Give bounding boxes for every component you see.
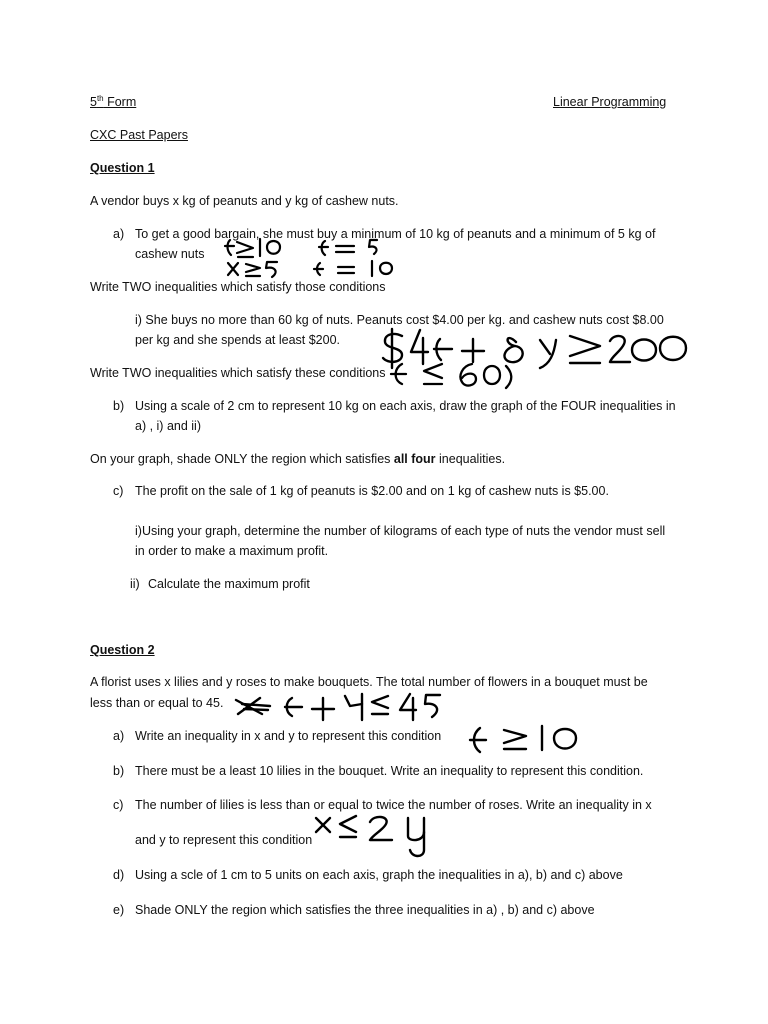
handwriting-q1-limit-inequality xyxy=(388,358,530,390)
form-number: 5 xyxy=(90,95,97,109)
q2-part-e-line: Shade ONLY the region which satisfies the three inequalities in a) , b) and c) above xyxy=(135,903,595,917)
q2-part-b-marker: b) xyxy=(113,764,125,778)
q1-part-cii-line: Calculate the maximum profit xyxy=(148,577,310,591)
q1-part-b-marker: b) xyxy=(113,399,125,413)
q1-part-a-line2: cashew nuts xyxy=(135,247,205,261)
q1-part-ci-line2: in order to make a maximum profit. xyxy=(135,544,329,558)
q1-shade-post: inequalities. xyxy=(435,452,506,466)
q1-part-b-line2: a) , i) and ii) xyxy=(135,419,201,433)
source-label: CXC Past Papers xyxy=(90,128,188,142)
form-ordinal-suffix: th xyxy=(96,94,104,103)
q1-part-b-line1: Using a scale of 2 cm to represent 10 kg on each axis, draw the graph of the FOUR inequalities in xyxy=(135,399,676,413)
q2-part-b-line: There must be a least 10 lilies in the bouquet. Write an inequality to represent this condition. xyxy=(135,764,644,778)
q1-part-a-line1: To get a good bargain, she must buy a minimum of 10 kg of peanuts and a minimum of 5 kg of xyxy=(135,227,656,241)
handwriting-q2-c-inequality xyxy=(312,812,447,860)
q1-part-cii-marker: ii) xyxy=(130,577,140,591)
q2-part-c-line2: and y to represent this condition xyxy=(135,833,313,847)
q1-shade-pre: On your graph, shade ONLY the region which satisfies xyxy=(90,452,394,466)
q2-part-c-line1: The number of lilies is less than or equal to twice the number of roses. Write an inequality in x xyxy=(135,798,652,812)
handwriting-q2-a-inequality xyxy=(230,690,445,722)
q2-intro-line2: less than or equal to 45. xyxy=(90,696,224,710)
form-word: Form xyxy=(103,95,137,109)
q2-part-c-marker: c) xyxy=(113,798,124,812)
q1-part-c-line: The profit on the sale of 1 kg of peanuts is $2.00 and on 1 kg of cashew nuts is $5.00. xyxy=(135,484,609,498)
q2-part-a-marker: a) xyxy=(113,729,125,743)
form-label xyxy=(90,94,136,110)
q1-part-a-marker: a) xyxy=(113,227,125,241)
question-2-heading: Question 2 xyxy=(90,643,155,657)
question-1-heading: Question 1 xyxy=(90,161,155,175)
q1-intro: A vendor buys x kg of peanuts and y kg of cashew nuts. xyxy=(90,194,399,208)
topic-title: Linear Programming xyxy=(553,95,667,109)
q1-part-c-marker: c) xyxy=(113,484,124,498)
q2-part-e-marker: e) xyxy=(113,903,125,917)
q1-part-i-line1: i) She buys no more than 60 kg of nuts. Peanuts cost $4.00 per kg. and cashew nuts cost $8.00 xyxy=(135,313,664,327)
handwriting-q1-a-row2 xyxy=(222,257,407,281)
q1-part-i-line2: per kg and she spends at least $200. xyxy=(135,333,341,347)
q2-part-d-marker: d) xyxy=(113,868,125,882)
q2-part-a-line: Write an inequality in x and y to represent this condition xyxy=(135,729,442,743)
q2-part-d-line: Using a scle of 1 cm to 5 units on each axis, graph the inequalities in a), b) and c) above xyxy=(135,868,623,882)
handwriting-q2-b-inequality xyxy=(468,722,583,756)
q1-shade-instruction xyxy=(90,451,505,467)
q2-intro-line1: A florist uses x lilies and y roses to make bouquets. The total number of flowers in a bouquet must be xyxy=(90,675,648,689)
q1-part-ci-line1: i)Using your graph, determine the number of kilograms of each type of nuts the vendor must sell xyxy=(135,524,666,538)
q1-write-two-2: Write TWO inequalities which satisfy these conditions xyxy=(90,366,386,380)
q1-shade-bold: all four xyxy=(393,452,436,466)
q1-write-two-1: Write TWO inequalities which satisfy those conditions xyxy=(90,280,386,294)
